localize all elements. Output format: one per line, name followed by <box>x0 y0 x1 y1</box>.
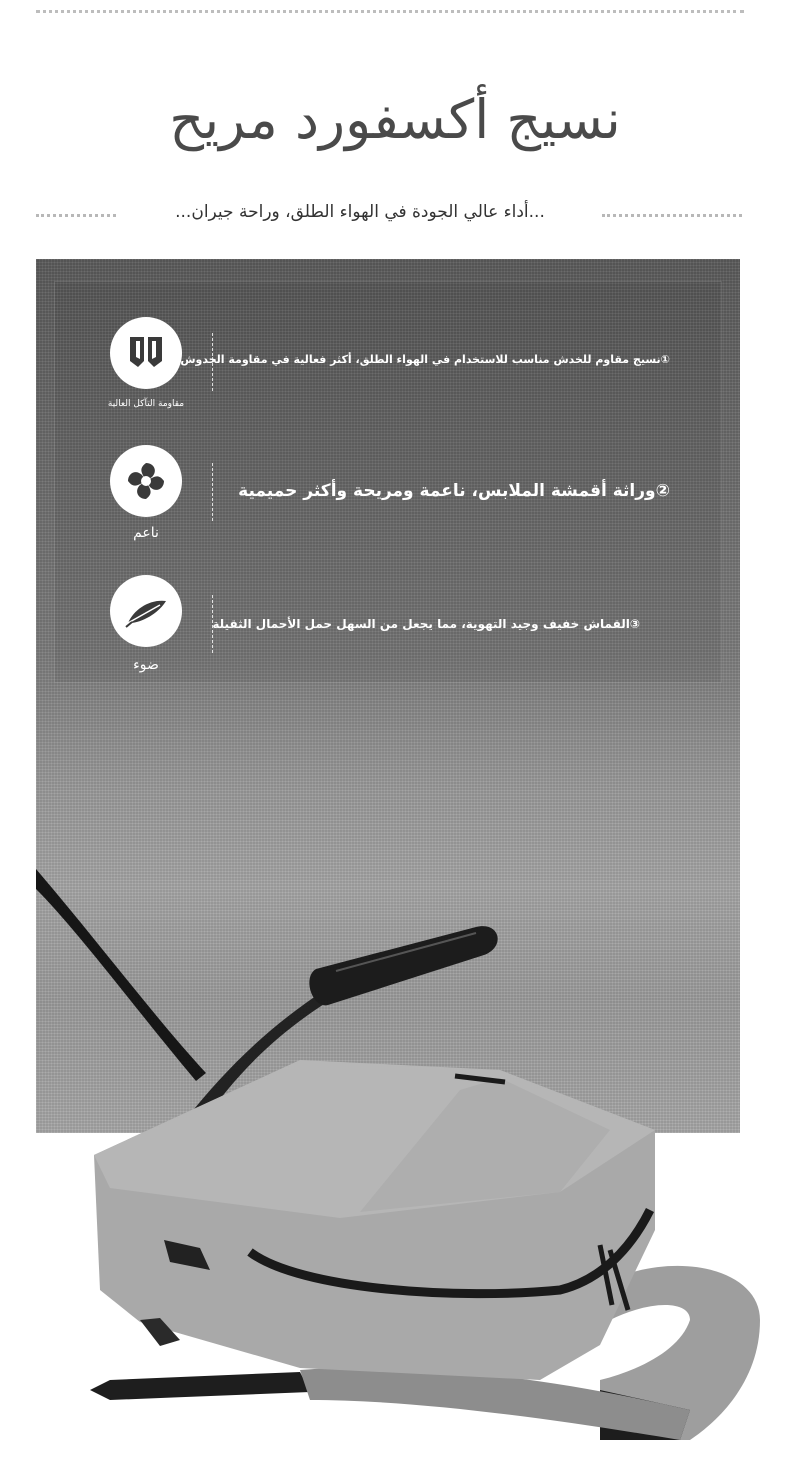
swirl-icon <box>124 459 168 503</box>
icon-badge <box>110 317 182 389</box>
strap-illustration <box>36 819 740 1133</box>
top-dotted-divider <box>36 10 744 25</box>
page-title: نسيج أكسفورد مريح <box>169 88 621 151</box>
icon-badge <box>110 445 182 517</box>
feature-text: ①نسيج مقاوم للخدش مناسب للاستخدام في الهواء الطلق، أكثر فعالية في مقاومة الخدوش <box>180 353 670 366</box>
dashed-separator <box>212 463 213 521</box>
icon-badge <box>110 575 182 647</box>
feature-label: ناعم <box>133 525 159 541</box>
feature-label: مقاومة التآكل العالية <box>107 399 185 409</box>
feature-text: ②وراثة أقمشة الملابس، ناعمة ومريحة وأكثر حميمية <box>238 481 670 501</box>
dotted-divider-right <box>602 214 742 217</box>
feather-icon <box>124 589 168 633</box>
shield-icon <box>124 331 168 375</box>
fabric-photo-panel <box>36 259 740 1133</box>
feature-label: ضوء <box>133 657 159 673</box>
feature-text: ③القماش خفيف وجيد التهوية، مما يجعل من السهل حمل الأحمال الثقيلة <box>212 617 640 631</box>
subtitle: ...أداء عالي الجودة في الهواء الطلق، وراحة جيران... <box>175 202 545 222</box>
dotted-divider-left <box>36 214 116 217</box>
subtitle-row <box>36 200 742 230</box>
